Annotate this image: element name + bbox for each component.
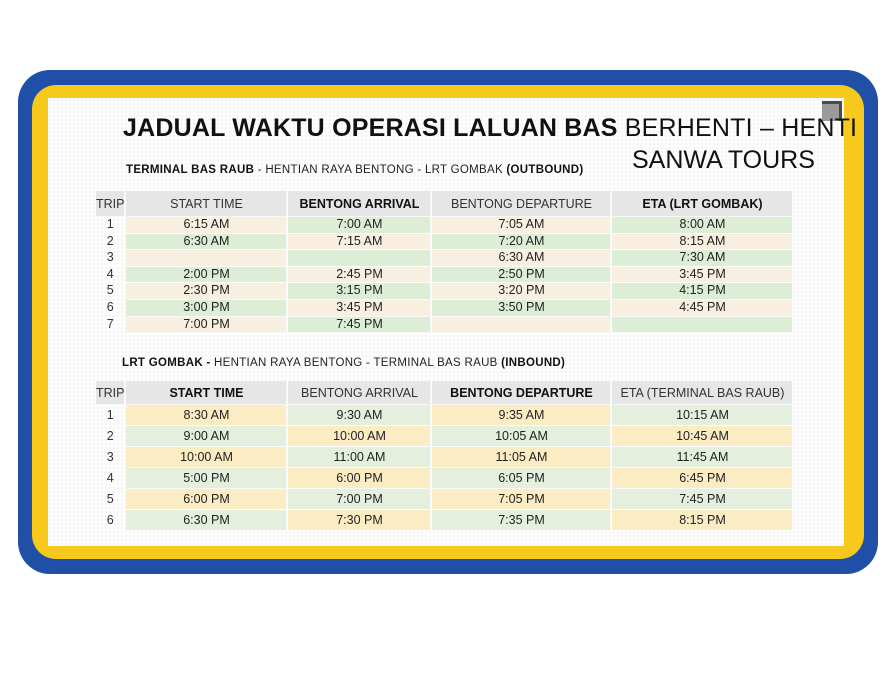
arrival-cell: 7:30 PM: [288, 510, 430, 530]
departure-cell: 3:50 PM: [432, 300, 610, 316]
eta-cell: 4:15 PM: [612, 283, 792, 299]
start-time-cell: 2:30 PM: [126, 283, 286, 299]
departure-cell: 7:05 PM: [432, 489, 610, 509]
table-row: [96, 234, 792, 250]
departure-cell: 9:35 AM: [432, 405, 610, 425]
start-time-cell: 3:00 PM: [126, 300, 286, 316]
start-time-cell: 5:00 PM: [126, 468, 286, 488]
trip-number: 3: [106, 450, 114, 464]
header-bentong-departure: BENTONG DEPARTURE: [432, 381, 610, 404]
departure-cell: 7:05 AM: [432, 217, 610, 233]
inbound-schedule-table: [94, 380, 794, 531]
table-row: [96, 250, 792, 266]
trip-number: 5: [106, 492, 114, 506]
trip-number: 7: [106, 316, 114, 331]
table-header-row: [96, 381, 792, 404]
departure-cell: [432, 317, 610, 333]
start-time-cell: 9:00 AM: [126, 426, 286, 446]
start-time-cell: 7:00 PM: [126, 317, 286, 333]
eta-cell: [612, 317, 792, 333]
trip-number: 1: [106, 217, 114, 231]
header-bentong-arrival: BENTONG ARRIVAL: [288, 381, 430, 404]
header-start-time: START TIME: [126, 191, 286, 216]
header-trip: TRIP: [96, 381, 124, 404]
outbound-label-origin: TERMINAL BAS RAUB: [126, 164, 255, 176]
start-time-cell: 6:30 AM: [126, 234, 286, 250]
header-eta: ETA (TERMINAL BAS RAUB): [612, 381, 792, 404]
eta-cell: 8:00 AM: [612, 217, 792, 233]
arrival-cell: 11:00 AM: [288, 447, 430, 467]
departure-cell: 11:05 AM: [432, 447, 610, 467]
table-row: [96, 317, 792, 333]
inbound-section-label: [122, 357, 565, 369]
inbound-label-origin: LRT GOMBAK -: [122, 357, 211, 369]
departure-cell: 10:05 AM: [432, 426, 610, 446]
departure-cell: 7:20 AM: [432, 234, 610, 250]
table-header-row: [96, 191, 792, 216]
departure-cell: 6:30 AM: [432, 250, 610, 266]
title-light: BERHENTI – HENTI: [624, 114, 858, 142]
eta-cell: 6:45 PM: [612, 468, 792, 488]
trip-number: 4: [106, 471, 114, 485]
arrival-cell: 7:45 PM: [288, 317, 430, 333]
operator-name: SANWA TOURS: [632, 146, 815, 174]
trip-number: 2: [106, 429, 114, 443]
arrival-cell: 3:45 PM: [288, 300, 430, 316]
outbound-section-label: [126, 164, 584, 176]
eta-cell: 10:45 AM: [612, 426, 792, 446]
eta-cell: 8:15 PM: [612, 510, 792, 530]
eta-cell: 7:45 PM: [612, 489, 792, 509]
trip-number: 3: [106, 250, 114, 265]
arrival-cell: [288, 250, 430, 266]
trip-number: 5: [106, 283, 114, 298]
trip-number: 4: [106, 266, 114, 281]
outbound-label-route: - HENTIAN RAYA BENTONG - LRT GOMBAK: [254, 164, 507, 176]
header-start-time: START TIME: [126, 381, 286, 404]
table-row: [96, 217, 792, 233]
title-bold: JADUAL WAKTU OPERASI LALUAN BAS: [123, 114, 618, 142]
table-row: [96, 468, 792, 488]
eta-cell: 4:45 PM: [612, 300, 792, 316]
header-bentong-departure: BENTONG DEPARTURE: [432, 191, 610, 216]
departure-cell: 6:05 PM: [432, 468, 610, 488]
table-row: [96, 267, 792, 283]
departure-cell: 2:50 PM: [432, 267, 610, 283]
eta-cell: 3:45 PM: [612, 267, 792, 283]
trip-number: 2: [106, 233, 114, 248]
table-row: [96, 283, 792, 299]
page-title: [123, 114, 857, 143]
table-row: [96, 300, 792, 316]
outbound-label-direction: (OUTBOUND): [506, 164, 584, 176]
start-time-cell: 10:00 AM: [126, 447, 286, 467]
arrival-cell: 6:00 PM: [288, 468, 430, 488]
departure-cell: 3:20 PM: [432, 283, 610, 299]
inbound-label-direction: (INBOUND): [501, 357, 566, 369]
table-row: [96, 405, 792, 425]
header-trip: TRIP: [96, 191, 124, 216]
eta-cell: 7:30 AM: [612, 250, 792, 266]
arrival-cell: 9:30 AM: [288, 405, 430, 425]
trip-number: 1: [106, 408, 114, 422]
arrival-cell: 7:00 PM: [288, 489, 430, 509]
outbound-schedule-table: [94, 190, 794, 333]
eta-cell: 11:45 AM: [612, 447, 792, 467]
trip-number: 6: [106, 513, 114, 527]
table-row: [96, 510, 792, 530]
trip-number: 6: [106, 299, 114, 314]
arrival-cell: 3:15 PM: [288, 283, 430, 299]
start-time-cell: 6:00 PM: [126, 489, 286, 509]
start-time-cell: [126, 250, 286, 266]
start-time-cell: 2:00 PM: [126, 267, 286, 283]
header-bentong-arrival: BENTONG ARRIVAL: [288, 191, 430, 216]
table-row: [96, 489, 792, 509]
table-row: [96, 426, 792, 446]
start-time-cell: 6:30 PM: [126, 510, 286, 530]
arrival-cell: 10:00 AM: [288, 426, 430, 446]
eta-cell: 8:15 AM: [612, 234, 792, 250]
start-time-cell: 8:30 AM: [126, 405, 286, 425]
arrival-cell: 7:15 AM: [288, 234, 430, 250]
arrival-cell: 2:45 PM: [288, 267, 430, 283]
inbound-label-route: HENTIAN RAYA BENTONG - TERMINAL BAS RAUB: [210, 357, 502, 369]
start-time-cell: 6:15 AM: [126, 217, 286, 233]
eta-cell: 10:15 AM: [612, 405, 792, 425]
departure-cell: 7:35 PM: [432, 510, 610, 530]
arrival-cell: 7:00 AM: [288, 217, 430, 233]
header-eta: ETA (LRT GOMBAK): [612, 191, 792, 216]
table-row: [96, 447, 792, 467]
